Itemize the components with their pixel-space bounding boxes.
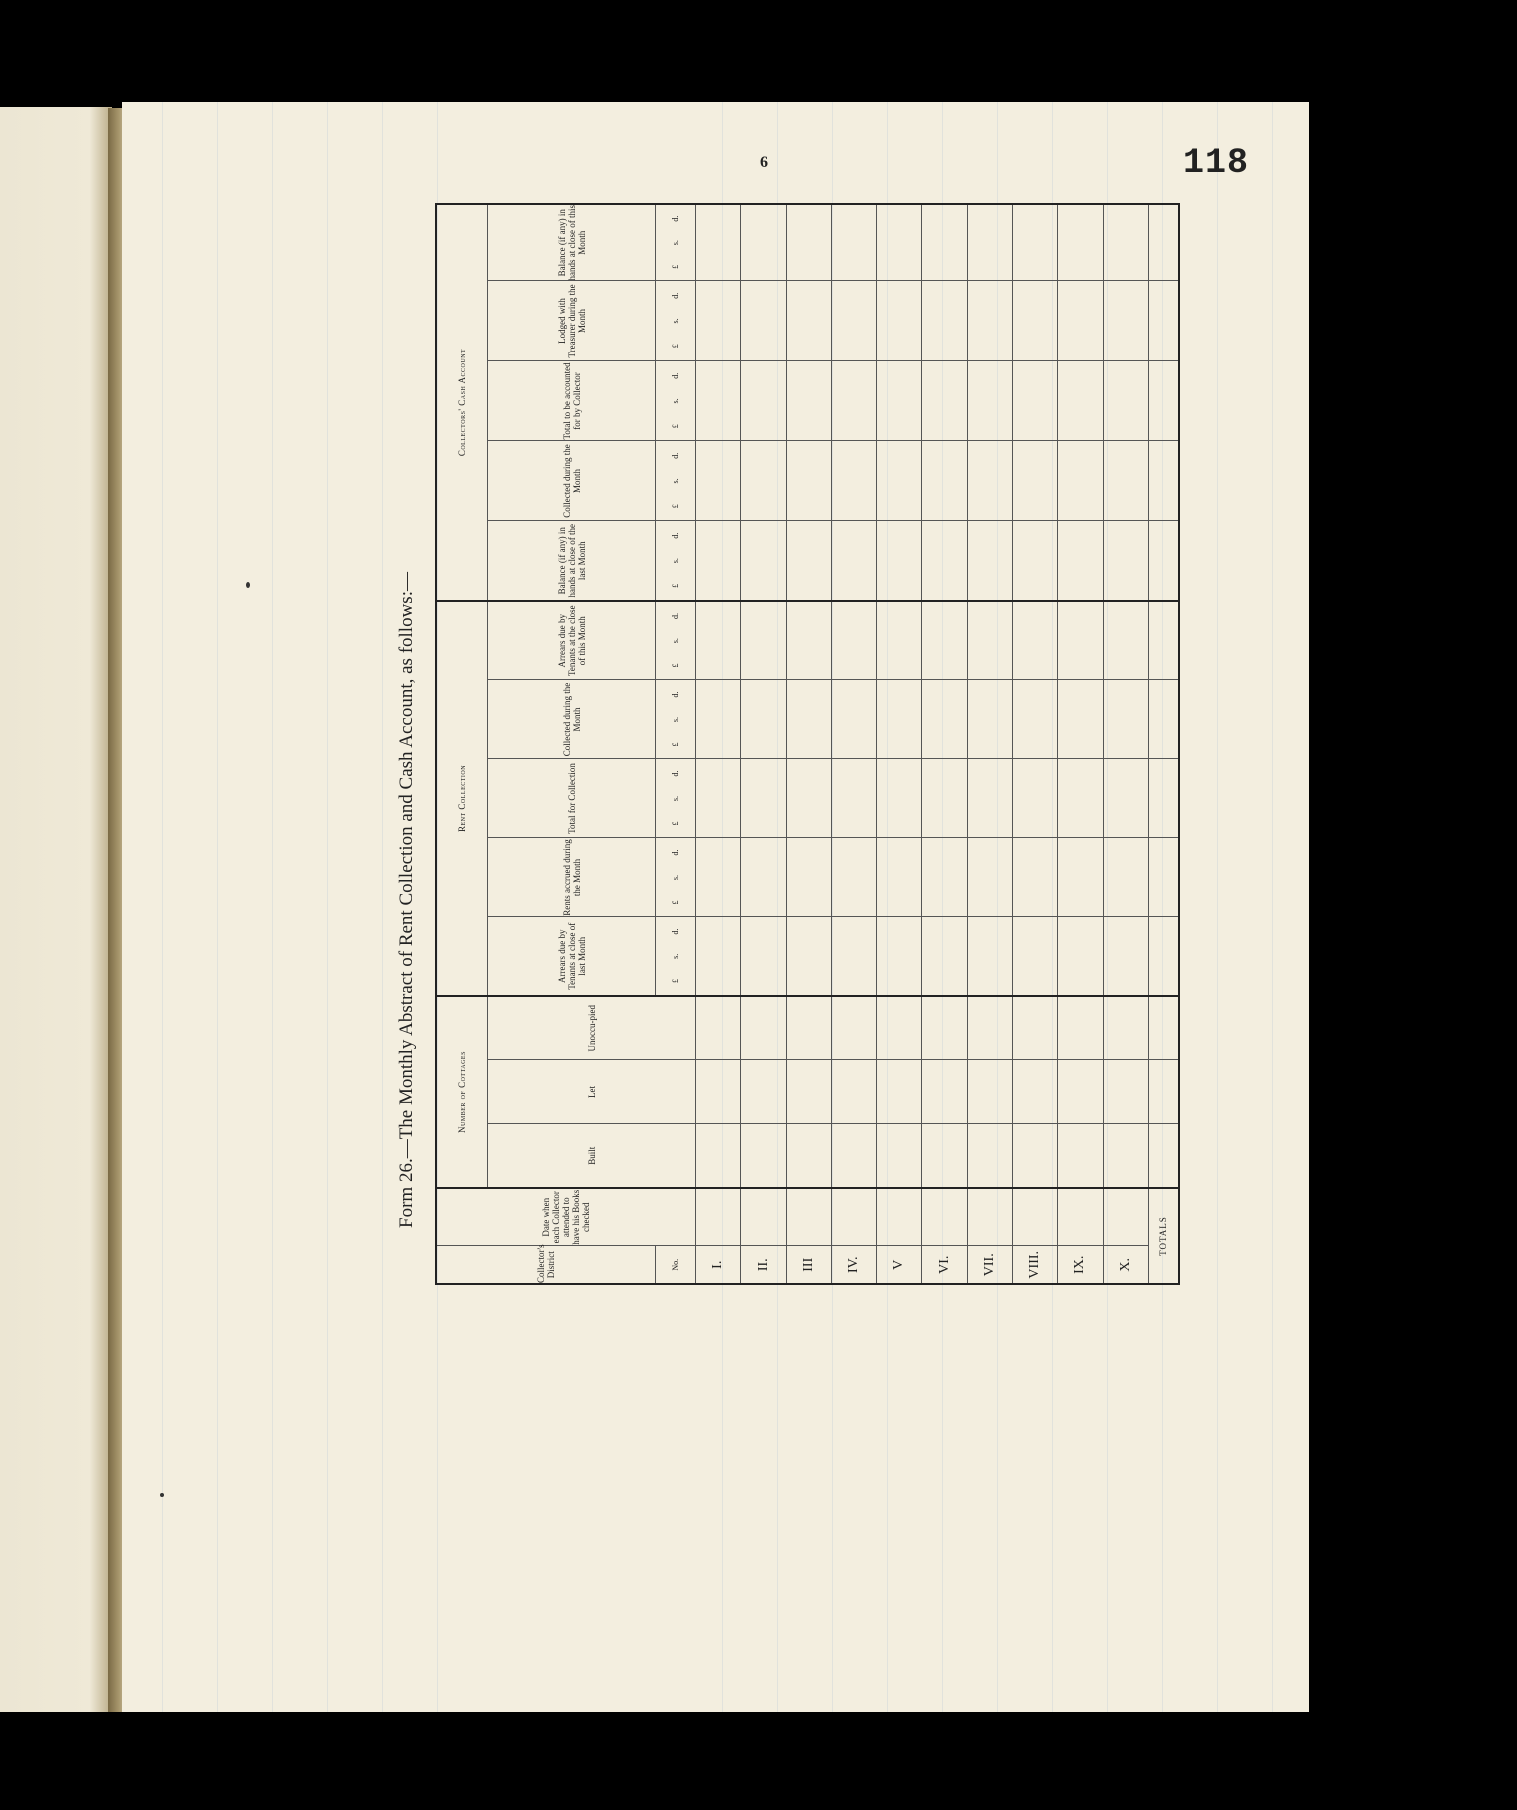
- table-row: [741, 204, 786, 1284]
- totals-label: TOTALS: [1148, 1188, 1179, 1284]
- form-cell[interactable]: [831, 838, 876, 917]
- cottages-group-header: Number of Cottages: [436, 996, 488, 1188]
- form-cell[interactable]: [1013, 1060, 1058, 1124]
- form-cell[interactable]: [1103, 1060, 1148, 1124]
- money-units: [656, 361, 696, 441]
- ink-speck: [160, 1493, 164, 1497]
- form-cell[interactable]: [1148, 917, 1179, 996]
- rent-group-header: Rent Collection: [436, 601, 488, 996]
- form-cell[interactable]: [1058, 361, 1103, 441]
- form-cell[interactable]: [786, 601, 831, 680]
- form-cell[interactable]: [696, 838, 741, 917]
- money-units: [656, 838, 696, 917]
- form-cell[interactable]: [1013, 1188, 1058, 1246]
- district-number: III: [786, 1246, 831, 1284]
- table-row: [831, 204, 876, 1284]
- form-cell[interactable]: [922, 361, 967, 441]
- unit-shillings: s.: [671, 953, 681, 959]
- district-number: V: [877, 1246, 922, 1284]
- form-cell[interactable]: [967, 521, 1012, 601]
- unit-pence: d.: [671, 770, 681, 777]
- form-cell[interactable]: [1103, 680, 1148, 759]
- form-cell[interactable]: [922, 996, 967, 1060]
- form-cell[interactable]: [741, 917, 786, 996]
- form-cell[interactable]: [877, 917, 922, 996]
- collected-cash-header: Collected during the Month: [488, 441, 656, 521]
- page-number: 6: [760, 154, 768, 171]
- form-cell[interactable]: [741, 441, 786, 521]
- form-cell[interactable]: [967, 759, 1012, 838]
- unit-pounds: £: [671, 344, 681, 349]
- form-cell[interactable]: [696, 680, 741, 759]
- unit-pence: d.: [671, 691, 681, 698]
- unit-pence: d.: [671, 612, 681, 619]
- form-cell[interactable]: [1013, 521, 1058, 601]
- form-cell[interactable]: [877, 361, 922, 441]
- table-row: [922, 204, 967, 1284]
- form-cell[interactable]: [1103, 601, 1148, 680]
- money-units: [656, 204, 696, 281]
- form-cell[interactable]: [741, 996, 786, 1060]
- form-cell[interactable]: [1013, 996, 1058, 1060]
- district-header: Collector's District: [436, 1246, 656, 1284]
- form-cell[interactable]: [877, 680, 922, 759]
- district-number: VI.: [922, 1246, 967, 1284]
- form-cell[interactable]: [786, 680, 831, 759]
- arrears-last-header: Arrears due by Tenants at close of last Month: [488, 917, 656, 996]
- form-cell[interactable]: [696, 204, 741, 281]
- form-cell[interactable]: [1103, 917, 1148, 996]
- folio-number: 118: [1183, 143, 1250, 183]
- form-cell[interactable]: [831, 281, 876, 361]
- form-cell[interactable]: [877, 759, 922, 838]
- form-cell[interactable]: [1148, 601, 1179, 680]
- form-cell[interactable]: [1058, 996, 1103, 1060]
- balance-this-header: Balance (if any) in hands at close of this Month: [488, 204, 656, 281]
- unit-shillings: s.: [671, 716, 681, 723]
- form-cell[interactable]: [1058, 838, 1103, 917]
- form-cell[interactable]: [786, 759, 831, 838]
- form-cell[interactable]: [877, 996, 922, 1060]
- money-units: [656, 281, 696, 361]
- totals-row: [1148, 204, 1179, 1284]
- form-cell[interactable]: [786, 996, 831, 1060]
- form-cell[interactable]: [877, 601, 922, 680]
- form-cell[interactable]: [922, 204, 967, 281]
- form-cell[interactable]: [786, 521, 831, 601]
- form-cell[interactable]: [877, 441, 922, 521]
- form-cell[interactable]: [1058, 204, 1103, 281]
- table-row: [786, 204, 831, 1284]
- money-units: [656, 917, 696, 996]
- form-cell[interactable]: [922, 917, 967, 996]
- form-cell[interactable]: [831, 441, 876, 521]
- form-cell[interactable]: [922, 521, 967, 601]
- form-cell[interactable]: [741, 521, 786, 601]
- form-cell[interactable]: [1148, 441, 1179, 521]
- form-cell[interactable]: [1013, 759, 1058, 838]
- money-units: [656, 441, 696, 521]
- form-cell[interactable]: [741, 1060, 786, 1124]
- ink-speck: [246, 582, 250, 588]
- form-cell[interactable]: [1058, 1188, 1103, 1246]
- form-cell[interactable]: [1103, 204, 1148, 281]
- form-cell[interactable]: [831, 1060, 876, 1124]
- form-cell[interactable]: [741, 680, 786, 759]
- form-cell[interactable]: [922, 601, 967, 680]
- form-cell[interactable]: [967, 1124, 1012, 1188]
- form-cell[interactable]: [1058, 441, 1103, 521]
- money-units: [656, 601, 696, 680]
- form-cell[interactable]: [696, 361, 741, 441]
- form-cell[interactable]: [1058, 759, 1103, 838]
- form-cell[interactable]: [922, 281, 967, 361]
- form-cell[interactable]: [1148, 1060, 1179, 1124]
- form-cell[interactable]: [967, 680, 1012, 759]
- table-row: [967, 204, 1012, 1284]
- form-cell[interactable]: [786, 204, 831, 281]
- form-title: Form 26.—The Monthly Abstract of Rent Collection and Cash Account, as follows:—: [396, 572, 417, 1228]
- form-cell[interactable]: [831, 601, 876, 680]
- unit-pence: d.: [671, 215, 681, 222]
- form-cell[interactable]: [922, 680, 967, 759]
- let-header: Let: [488, 1060, 696, 1124]
- district-number: VII.: [967, 1246, 1012, 1284]
- form-cell[interactable]: [1103, 1188, 1148, 1246]
- arrears-this-header: Arrears due by Tenants at the close of this Month: [488, 601, 656, 680]
- unit-pounds: £: [671, 424, 681, 429]
- form-cell[interactable]: [877, 1124, 922, 1188]
- unit-pence: d.: [671, 849, 681, 856]
- form-cell[interactable]: [831, 759, 876, 838]
- form-cell[interactable]: [1148, 680, 1179, 759]
- form-cell[interactable]: [1058, 521, 1103, 601]
- district-number: VIII.: [1013, 1246, 1058, 1284]
- form-cell[interactable]: [741, 838, 786, 917]
- unit-shillings: s.: [671, 638, 681, 644]
- form-cell[interactable]: [967, 996, 1012, 1060]
- form-cell[interactable]: [1148, 361, 1179, 441]
- money-units: [656, 759, 696, 838]
- form-cell[interactable]: [741, 204, 786, 281]
- unit-pounds: £: [671, 504, 681, 509]
- form-cell[interactable]: [696, 521, 741, 601]
- form-cell[interactable]: [786, 361, 831, 441]
- unit-pounds: £: [671, 821, 681, 826]
- unit-shillings: s.: [671, 318, 681, 324]
- form-cell[interactable]: [831, 996, 876, 1060]
- table-row: [1058, 204, 1103, 1284]
- form-cell[interactable]: [1103, 361, 1148, 441]
- date-header: Date when each Collector attended to have his Books checked: [436, 1188, 696, 1246]
- unit-pounds: £: [671, 979, 681, 984]
- unit-pounds: £: [671, 264, 681, 269]
- form-cell[interactable]: [831, 1188, 876, 1246]
- unit-shillings: s.: [671, 398, 681, 404]
- form-cell[interactable]: [1013, 1124, 1058, 1188]
- table-row: [1103, 204, 1148, 1284]
- form-cell[interactable]: [877, 281, 922, 361]
- form-26-table: [435, 205, 1180, 1285]
- money-units: [656, 680, 696, 759]
- unit-shillings: s.: [671, 795, 681, 802]
- form-cell[interactable]: [1103, 838, 1148, 917]
- unit-pounds: £: [671, 742, 681, 747]
- form-cell[interactable]: [831, 521, 876, 601]
- money-units: [656, 521, 696, 601]
- collected-rent-header: Collected during the Month: [488, 680, 656, 759]
- built-header: Built: [488, 1124, 696, 1188]
- unit-pence: d.: [671, 532, 681, 539]
- form-cell[interactable]: [1148, 996, 1179, 1060]
- rents-accrued-header: Rents accrued during the Month: [488, 838, 656, 917]
- form-cell[interactable]: [922, 1124, 967, 1188]
- form-cell[interactable]: [696, 917, 741, 996]
- unit-pounds: £: [671, 900, 681, 905]
- form-cell[interactable]: [1148, 838, 1179, 917]
- form-cell[interactable]: [1103, 521, 1148, 601]
- form-cell[interactable]: [831, 917, 876, 996]
- form-cell[interactable]: [877, 838, 922, 917]
- form-cell[interactable]: [1058, 601, 1103, 680]
- form-cell[interactable]: [967, 1060, 1012, 1124]
- form-cell[interactable]: [1013, 441, 1058, 521]
- form-cell[interactable]: [786, 1124, 831, 1188]
- unit-pence: d.: [671, 292, 681, 299]
- table-row: [1013, 204, 1058, 1284]
- form-cell[interactable]: [922, 838, 967, 917]
- form-cell[interactable]: [967, 281, 1012, 361]
- left-page: [0, 107, 112, 1712]
- lodged-header: Lodged with Treasurer during the Month: [488, 281, 656, 361]
- form-cell[interactable]: [1058, 1060, 1103, 1124]
- unit-pounds: £: [671, 583, 681, 588]
- form-cell[interactable]: [741, 601, 786, 680]
- form-cell[interactable]: [967, 441, 1012, 521]
- form-cell[interactable]: [741, 281, 786, 361]
- district-number: II.: [741, 1246, 786, 1284]
- unit-shillings: s.: [671, 874, 681, 881]
- form-cell[interactable]: [877, 1060, 922, 1124]
- form-cell[interactable]: [696, 1188, 741, 1246]
- balance-last-header: Balance (if any) in hands at close of the last Month: [488, 521, 656, 601]
- form-cell[interactable]: [1148, 759, 1179, 838]
- form-cell[interactable]: [922, 1060, 967, 1124]
- form-cell[interactable]: [1103, 996, 1148, 1060]
- form-cell[interactable]: [786, 281, 831, 361]
- district-number: X.: [1103, 1246, 1148, 1284]
- form-cell[interactable]: [831, 204, 876, 281]
- form-cell[interactable]: [741, 759, 786, 838]
- form-cell[interactable]: [1058, 917, 1103, 996]
- form-cell[interactable]: [696, 441, 741, 521]
- unit-pounds: £: [671, 663, 681, 668]
- form-cell[interactable]: [741, 1124, 786, 1188]
- form-cell[interactable]: [1103, 759, 1148, 838]
- no-header: No.: [656, 1246, 696, 1284]
- form-cell[interactable]: [1148, 521, 1179, 601]
- form-cell[interactable]: [741, 361, 786, 441]
- form-cell[interactable]: [1013, 838, 1058, 917]
- unoccupied-header: Unoccu-pied: [488, 996, 696, 1060]
- form-cell[interactable]: [831, 680, 876, 759]
- form-cell[interactable]: [967, 601, 1012, 680]
- form-cell[interactable]: [696, 1124, 741, 1188]
- form-cell[interactable]: [1013, 361, 1058, 441]
- district-number: IX.: [1058, 1246, 1103, 1284]
- form-cell[interactable]: [967, 204, 1012, 281]
- form-cell[interactable]: [1013, 601, 1058, 680]
- form-cell[interactable]: [696, 996, 741, 1060]
- unit-shillings: s.: [671, 558, 681, 564]
- form-cell[interactable]: [1103, 281, 1148, 361]
- form-cell[interactable]: [831, 361, 876, 441]
- form-cell[interactable]: [696, 759, 741, 838]
- form-cell[interactable]: [1148, 281, 1179, 361]
- form-cell[interactable]: [877, 204, 922, 281]
- table-row: [877, 204, 922, 1284]
- form-cell[interactable]: [967, 838, 1012, 917]
- cash-group-header: Collectors' Cash Account: [436, 204, 488, 601]
- form-cell[interactable]: [1148, 1124, 1179, 1188]
- form-cell[interactable]: [786, 441, 831, 521]
- form-cell[interactable]: [1148, 204, 1179, 281]
- form-cell[interactable]: [786, 1060, 831, 1124]
- unit-pence: d.: [671, 928, 681, 935]
- unit-shillings: s.: [671, 478, 681, 484]
- total-collection-header: Total for Collection: [488, 759, 656, 838]
- form-cell[interactable]: [741, 1188, 786, 1246]
- form-cell[interactable]: [877, 521, 922, 601]
- form-cell[interactable]: [967, 917, 1012, 996]
- form-cell[interactable]: [1058, 680, 1103, 759]
- form-cell[interactable]: [922, 441, 967, 521]
- form-cell[interactable]: [967, 361, 1012, 441]
- form-cell[interactable]: [1103, 1124, 1148, 1188]
- form-cell[interactable]: [1013, 917, 1058, 996]
- unit-pence: d.: [671, 452, 681, 459]
- unit-pence: d.: [671, 372, 681, 379]
- district-number: I.: [696, 1246, 741, 1284]
- total-accounted-header: Total to be accounted for by Collector: [488, 361, 656, 441]
- form-cell[interactable]: [1103, 441, 1148, 521]
- form-cell[interactable]: [786, 917, 831, 996]
- form-cell[interactable]: [696, 281, 741, 361]
- form-cell[interactable]: [967, 1188, 1012, 1246]
- form-cell[interactable]: [1013, 204, 1058, 281]
- form-cell[interactable]: [786, 1188, 831, 1246]
- district-number: IV.: [831, 1246, 876, 1284]
- unit-shillings: s.: [671, 240, 681, 246]
- form-cell[interactable]: [786, 838, 831, 917]
- form-cell[interactable]: [922, 759, 967, 838]
- form-cell[interactable]: [696, 1060, 741, 1124]
- form-cell[interactable]: [831, 1124, 876, 1188]
- form-cell[interactable]: [1013, 680, 1058, 759]
- form-title-container: [384, 450, 430, 1350]
- form-cell[interactable]: [1058, 1124, 1103, 1188]
- form-cell[interactable]: [1013, 281, 1058, 361]
- form-cell[interactable]: [696, 601, 741, 680]
- form-cell[interactable]: [877, 1188, 922, 1246]
- form-cell[interactable]: [1058, 281, 1103, 361]
- table-row: [696, 204, 741, 1284]
- form-cell[interactable]: [922, 1188, 967, 1246]
